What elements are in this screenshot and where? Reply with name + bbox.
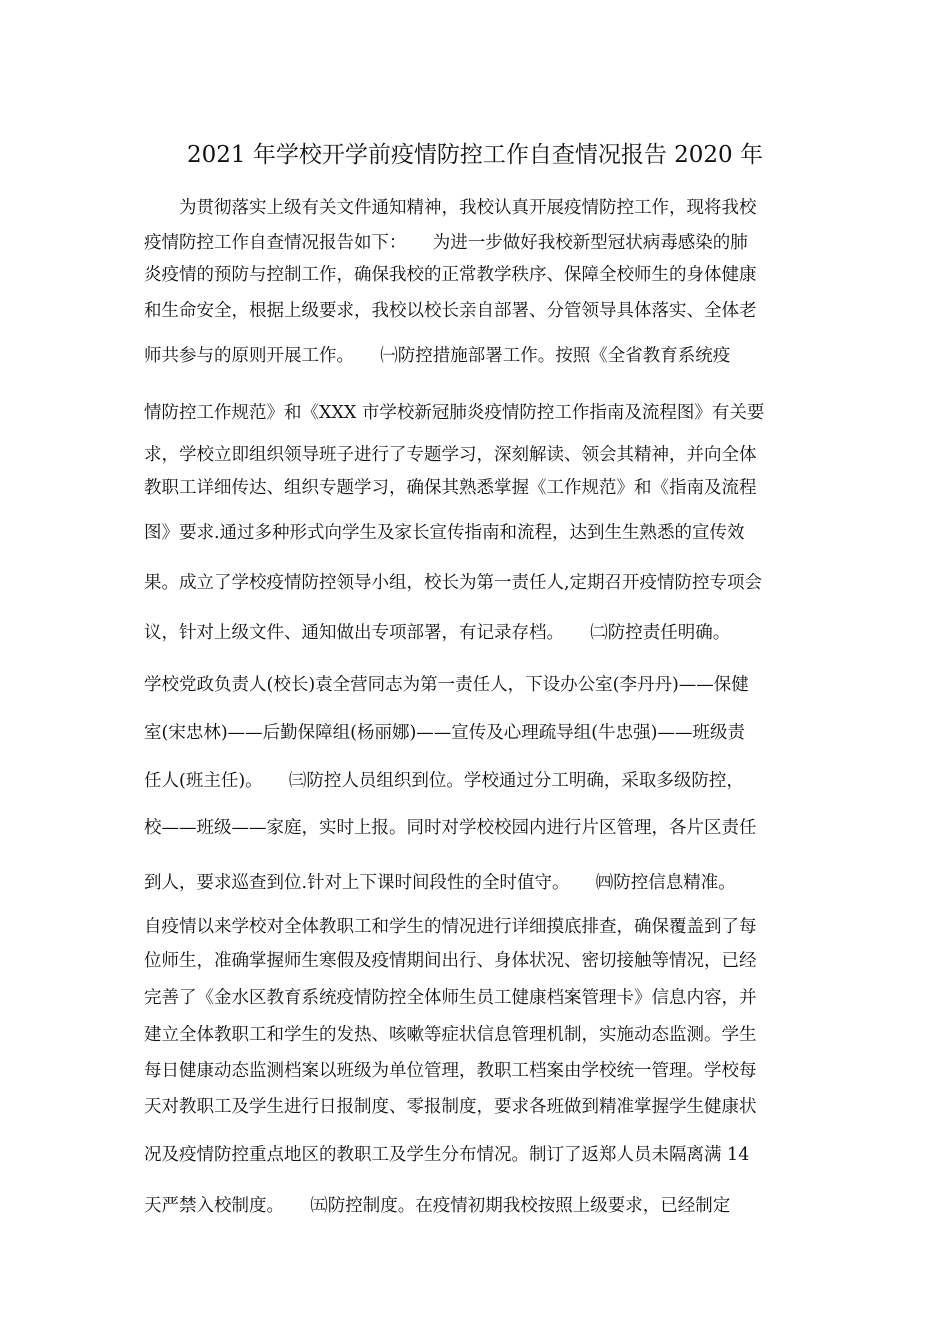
- body-line: 到人，要求巡查到位.针对上下课时间段性的全时值守。 ㈣防控信息精准。: [144, 873, 736, 893]
- body-line: 自疫情以来学校对全体教职工和学生的情况进行详细摸底排查，确保覆盖到了每: [144, 917, 757, 937]
- body-line: 室(宋忠林)——后勤保障组(杨丽娜)——宣传及心理疏导组(牛忠强)——班级责: [144, 723, 745, 743]
- body-line: 炎疫情的预防与控制工作，确保我校的正常教学秩序、保障全校师生的身体健康: [144, 265, 757, 285]
- body-line: 学校党政负责人(校长)袁全营同志为第一责任人，下设办公室(李丹丹)——保健: [144, 675, 749, 695]
- body-line: 情防控工作规范》和《XXX 市学校新冠肺炎疫情防控工作指南及流程图》有关要: [144, 403, 765, 423]
- body-line: 果。成立了学校疫情防控领导小组，校长为第一责任人,定期召开疫情防控专项会: [144, 573, 763, 593]
- body-line: 天严禁入校制度。 ㈤防控制度。在疫情初期我校按照上级要求，已经制定: [144, 1196, 731, 1216]
- body-line: 况及疫情防控重点地区的教职工及学生分布情况。制订了返郑人员未隔离满 14: [144, 1145, 750, 1165]
- body-line: 求，学校立即组织领导班子进行了专题学习，深刻解读、领会其精神，并向全体: [144, 445, 757, 465]
- body-line: 为贯彻落实上级有关文件通知精神，我校认真开展疫情防控工作，现将我校: [144, 198, 757, 218]
- body-line: 教职工详细传达、组织专题学习，确保其熟悉掌握《工作规范》和《指南及流程: [144, 478, 757, 498]
- body-line: 师共参与的原则开展工作。 ㈠防控措施部署工作。按照《全省教育系统疫: [144, 346, 731, 366]
- body-line: 和生命安全，根据上级要求，我校以校长亲自部署、分管领导具体落实、全体老: [144, 301, 757, 321]
- body-line: 校——班级——家庭，实时上报。同时对学校校园内进行片区管理，各片区责任: [144, 818, 757, 838]
- body-line: 完善了《金水区教育系统疫情防控全体师生员工健康档案管理卡》信息内容，并: [144, 988, 757, 1008]
- body-line: 建立全体教职工和学生的发热、咳嗽等症状信息管理机制，实施动态监测。学生: [144, 1025, 757, 1045]
- body-line: 议，针对上级文件、通知做出专项部署，有记录存档。 ㈡防控责任明确。: [144, 623, 731, 643]
- body-line: 疫情防控工作自查情况报告如下： 为进一步做好我校新型冠状病毒感染的肺: [144, 233, 748, 253]
- body-line: 图》要求.通过多种形式向学生及家长宣传指南和流程，达到生生熟悉的宣传效: [144, 523, 745, 543]
- body-line: 任人(班主任)。 ㈢防控人员组织到位。学校通过分工明确，采取多级防控，: [144, 771, 744, 791]
- document-title: 2021 年学校开学前疫情防控工作自查情况报告 2020 年: [187, 142, 763, 168]
- body-line: 天对教职工及学生进行日报制度、零报制度，要求各班做到精准掌握学生健康状: [144, 1097, 757, 1117]
- body-line: 每日健康动态监测档案以班级为单位管理，教职工档案由学校统一管理。学校每: [144, 1061, 757, 1081]
- body-line: 位师生，准确掌握师生寒假及疫情期间出行、身体状况、密切接触等情况，已经: [144, 951, 757, 971]
